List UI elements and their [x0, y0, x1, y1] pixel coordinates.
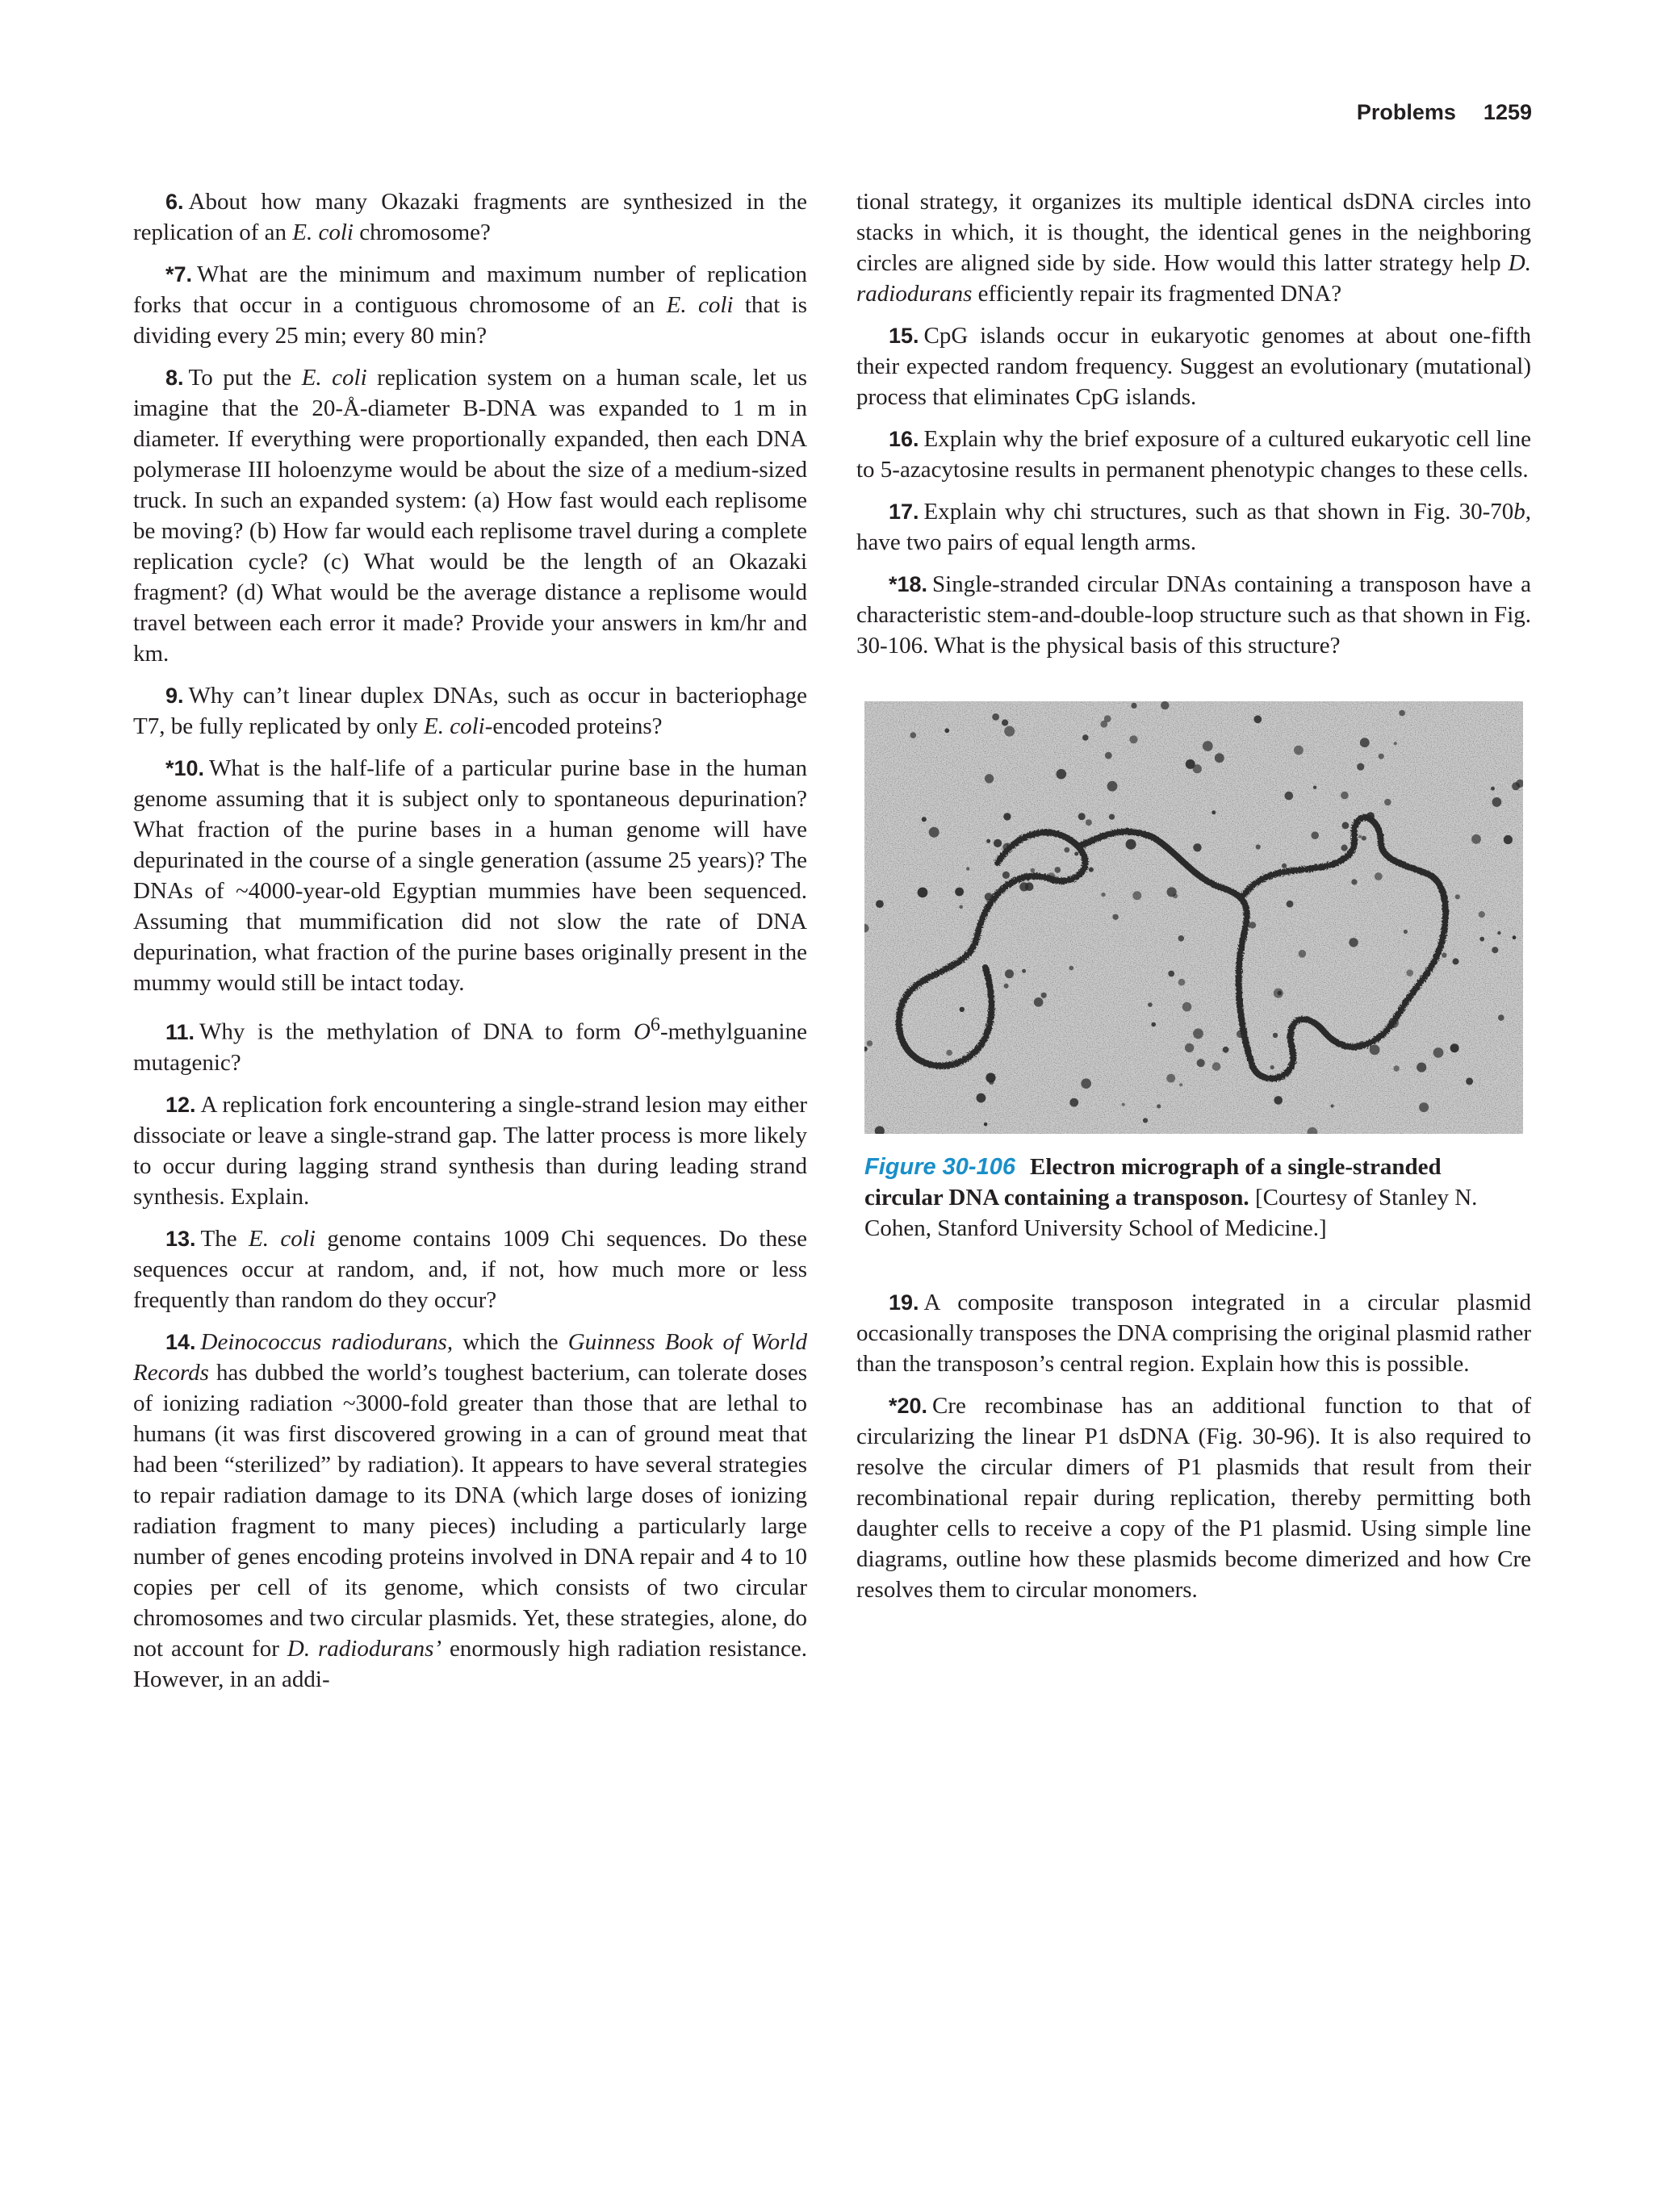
- problem-text: A replication fork encountering a single-strand lesion may either dissociate or leave a single-strand gap. The latter process is more likely to occur during lagging strand synthesis than during leading strand synthesis. Explain.: [133, 1091, 807, 1210]
- problem-text: E. coli: [249, 1225, 316, 1252]
- problem-number: 16.: [889, 427, 919, 451]
- problem-text: D. radiodurans: [856, 250, 1531, 307]
- particle: [1282, 863, 1287, 868]
- particle: [867, 1040, 873, 1046]
- problem-item: [133, 259, 807, 351]
- problem-item: [856, 424, 1531, 485]
- problem-text: What is the half-life of a particular purine base in the human genome assuming that it is subject only to spontaneous depurination? What fraction of the purine bases in a human genome will have depurinated in the course of a single generation (assume 25 years)? The DNAs of ~4000-year-old Egyptian mummies have been sequenced. Assuming that mummification did not slow the rate of DNA depurination, what fraction of the purine bases originally present in the mummy would still be intact today.: [133, 755, 807, 996]
- particle: [1055, 867, 1061, 873]
- particle: [1151, 1022, 1156, 1027]
- particle: [1504, 835, 1513, 844]
- problem-item: [133, 753, 807, 998]
- particle: [1034, 997, 1044, 1007]
- particle: [1148, 1002, 1153, 1007]
- electron-micrograph: [864, 701, 1523, 1134]
- problem-list: [856, 1287, 1531, 1605]
- problem-text: Explain why chi structures, such as that shown in Fig. 30-70: [923, 499, 1514, 525]
- particle: [1109, 814, 1115, 820]
- particle: [1104, 715, 1111, 722]
- problem-text: The: [200, 1225, 249, 1252]
- particle: [1193, 1028, 1203, 1039]
- particle: [1249, 922, 1256, 928]
- particle: [918, 888, 928, 898]
- particle: [1341, 792, 1349, 800]
- problem-number: 9.: [165, 684, 184, 708]
- problem-number: *18.: [889, 572, 928, 596]
- particle: [1019, 882, 1028, 891]
- problem-text: E. coli: [666, 292, 734, 318]
- problem-text: b,: [1513, 499, 1531, 525]
- particle: [1273, 1033, 1278, 1038]
- problem-text: replication system on a human scale, let us imagine that the 20-Å-diameter B-DNA was expanded to 1 m in diameter. If everything were proportionally expanded, then each DNA polymerase III holoenzyme would be about the size of a medium-sized truck. In such an expanded system: (a) How fast would each replisome be moving? (b) How far would each replisome travel during a complete replication cycle? (c) What would be the length of an Okazaki fragment? (d) What would be the average distance a replisome would travel between each error it made? Provide your answers in km/hr and km.: [133, 365, 807, 667]
- particle: [1479, 937, 1484, 942]
- particle: [1004, 726, 1015, 737]
- particle: [1031, 868, 1036, 873]
- particle: [1492, 947, 1498, 953]
- particle: [1004, 984, 1009, 989]
- particle: [922, 817, 927, 822]
- particle: [1131, 703, 1136, 709]
- particle: [1069, 966, 1073, 971]
- figure-caption: [864, 1152, 1523, 1244]
- particle: [1512, 782, 1520, 790]
- problem-item: [133, 362, 807, 669]
- particle: [1294, 746, 1304, 755]
- particle: [1074, 852, 1078, 856]
- particle: [1069, 1098, 1078, 1107]
- particle: [1357, 763, 1364, 771]
- particle: [994, 839, 1002, 847]
- particle: [1253, 715, 1262, 723]
- particle: [1498, 1014, 1504, 1021]
- problem-text: that is dividing every 25 min; every 80 min?: [133, 292, 807, 349]
- problem-text: tional strategy, it organizes its multiple identical dsDNA circles into stacks in which, it is thought, the identical genes in the neighboring circles are aligned side by side. How would this latter strategy help: [856, 189, 1531, 276]
- particle: [1285, 792, 1294, 801]
- running-head: [1357, 100, 1532, 125]
- particle: [1492, 797, 1502, 807]
- particle: [1442, 952, 1446, 957]
- problem-item: [133, 186, 807, 248]
- figure-30-106: [864, 701, 1523, 1244]
- particle: [1022, 969, 1026, 973]
- problem-number: 12.: [165, 1092, 196, 1117]
- particle: [1212, 810, 1216, 814]
- problem-item: [856, 186, 1531, 309]
- particle: [1107, 781, 1118, 792]
- problem-text: To put the: [188, 365, 302, 391]
- particle: [1178, 979, 1186, 986]
- problem-number: *10.: [165, 756, 205, 780]
- particle: [966, 867, 969, 870]
- problem-item: [856, 569, 1531, 661]
- particle: [1002, 872, 1010, 879]
- particle: [1497, 931, 1500, 935]
- particle: [946, 1050, 952, 1056]
- particle: [1362, 836, 1366, 841]
- particle: [1370, 1045, 1380, 1056]
- particle: [1341, 845, 1348, 851]
- page-number: 1259: [1483, 100, 1532, 124]
- particle: [1404, 930, 1408, 934]
- particle: [1178, 935, 1185, 942]
- problem-number: 13.: [165, 1226, 196, 1251]
- particle: [1167, 887, 1177, 897]
- particle: [1126, 839, 1136, 850]
- left-column: [133, 186, 807, 1695]
- problem-list: [133, 186, 807, 1695]
- problem-text: genome contains 1009 Chi sequences. Do these sequences occur at random, and, if not, how much more or less frequently than random do they occur?: [133, 1225, 807, 1313]
- particle: [1203, 741, 1213, 751]
- particle: [1215, 753, 1224, 763]
- particle: [1419, 1102, 1429, 1112]
- particle: [955, 888, 964, 897]
- problem-item: [133, 1010, 807, 1078]
- particle: [1450, 1043, 1459, 1052]
- problem-text: Cre recombinase has an additional function to that of circularizing the linear P1 dsDNA (Fig. 30-96). It is also required to resolve the circular dimers of P1 plasmids that result from their recombinational repair during replication, thereby permitting both daughter cells to receive a copy of the P1 plasmid. Using simple line diagrams, outline how these plasmids become dimerized and how Cre resolves them to circular monomers.: [856, 1393, 1531, 1603]
- problem-number: 11.: [165, 1019, 195, 1044]
- particle: [984, 1123, 988, 1127]
- problem-text: E. coli: [423, 713, 485, 739]
- problem-text: has dubbed the world’s toughest bacterium, can tolerate doses of ionizing radiation ~3000-fold greater than those that are lethal to humans (it was first discovered growing in a can of ground meat that had been “sterilized” by radiation). It appears to have several strategies to repair radiation damage to its DNA (which large doses of ionizing radiation fragment to many pieces) including a particularly large number of genes encoding proteins involved in DNA repair and 4 to 10 copies per cell of its genome, which consists of two circular chromosomes and two circular plasmids. Yet, these strategies, alone, do not account for: [133, 1359, 807, 1662]
- particle: [992, 713, 999, 721]
- particle: [1287, 901, 1294, 908]
- problem-number: 6.: [165, 190, 184, 214]
- particle: [1002, 719, 1008, 725]
- particle: [1471, 834, 1481, 844]
- particle: [977, 1093, 986, 1103]
- particle: [1185, 1043, 1194, 1052]
- problem-item: [133, 1327, 807, 1695]
- particle: [1299, 950, 1307, 958]
- particle: [1143, 1118, 1148, 1123]
- particle: [1349, 938, 1358, 947]
- problem-item: [856, 320, 1531, 412]
- particle: [1082, 734, 1089, 741]
- problem-text: have two pairs of equal length arms.: [856, 529, 1197, 555]
- particle: [959, 905, 963, 909]
- particle: [1384, 799, 1391, 806]
- particle: [1274, 1096, 1283, 1105]
- particle: [1081, 1078, 1091, 1089]
- particle: [989, 1080, 994, 1085]
- problem-text: CpG islands occur in eukaryotic genomes at about one-fifth their expected random frequency. Suggest an evolutionary (mutational) process that eliminates CpG islands.: [856, 323, 1531, 410]
- problem-number: 14.: [165, 1329, 196, 1354]
- particle: [1157, 1104, 1161, 1108]
- problem-text: chromosome?: [353, 220, 491, 245]
- particle: [1331, 1104, 1334, 1107]
- problem-text: E. coli: [301, 365, 367, 391]
- problem-text: Why is the methylation of DNA to form: [199, 1018, 634, 1045]
- particle: [986, 839, 990, 843]
- problem-text: E. coli: [292, 220, 354, 245]
- particle: [1433, 1047, 1444, 1058]
- problem-number: *20.: [889, 1394, 928, 1418]
- particle: [1491, 787, 1495, 791]
- problem-number: *7.: [165, 262, 193, 286]
- particle: [1112, 914, 1118, 920]
- problem-number: 15.: [889, 324, 919, 348]
- particle: [1197, 1059, 1205, 1067]
- figure-label: Figure 30-106: [864, 1154, 1015, 1180]
- particle: [1212, 1062, 1221, 1071]
- section-title: Problems: [1356, 100, 1456, 124]
- problem-text: Explain why the brief exposure of a cultured eukaryotic cell line to 5-azacytosine results in permanent phenotypic changes to these cells.: [856, 426, 1531, 483]
- figure-credit: [Courtesy of Stanley N. Cohen, Stanford University School of Medicine.]: [864, 1185, 1478, 1241]
- problem-text: 6: [650, 1014, 660, 1035]
- particle: [944, 728, 949, 733]
- particle: [1311, 831, 1319, 839]
- particle: [1513, 935, 1517, 939]
- problem-text: efficiently repair its fragmented DNA?: [972, 281, 1342, 307]
- particle: [1122, 1103, 1125, 1106]
- particle: [1105, 752, 1112, 759]
- particle: [1278, 991, 1282, 995]
- particle: [910, 732, 917, 738]
- particle: [1479, 911, 1485, 918]
- particle: [1064, 847, 1069, 853]
- particle: [1393, 1065, 1399, 1071]
- problem-item: [133, 680, 807, 742]
- problem-text: O: [633, 1018, 651, 1045]
- problem-number: 19.: [889, 1290, 919, 1315]
- particle: [1186, 759, 1195, 769]
- particle: [1417, 1063, 1426, 1073]
- particle: [1193, 843, 1201, 851]
- problem-text: -encoded proteins?: [484, 713, 663, 739]
- problem-list: [856, 186, 1531, 661]
- problem-text: Deinococcus radiodurans,: [200, 1328, 454, 1355]
- particle: [1453, 958, 1459, 964]
- particle: [1041, 993, 1047, 998]
- particle: [1375, 872, 1383, 880]
- particle: [1342, 822, 1350, 830]
- problem-text: Why can’t linear duplex DNAs, such as occur in bacteriophage T7, be fully replicated by only: [133, 683, 807, 739]
- problem-text: which the: [453, 1328, 568, 1355]
- particle: [1351, 879, 1357, 884]
- particle: [1270, 1065, 1274, 1069]
- particle: [1256, 844, 1261, 849]
- problem-text: A composite transposon integrated in a circular plasmid occasionally transposes the DNA comprising the original plasmid rather than the transposon’s central region. Explain how this is possible.: [856, 1290, 1531, 1377]
- particle: [1223, 1047, 1229, 1053]
- particle: [876, 900, 884, 908]
- particle: [1406, 969, 1413, 976]
- particle: [1168, 971, 1174, 977]
- particle: [929, 827, 939, 838]
- particle: [1182, 1002, 1192, 1012]
- particle: [1360, 738, 1370, 747]
- particle: [1003, 813, 1011, 820]
- problem-item: [133, 1089, 807, 1212]
- particle: [1132, 891, 1141, 900]
- particle: [1101, 893, 1105, 897]
- particle: [1313, 786, 1316, 789]
- problem-text: Guinness Book of World Records: [133, 1328, 807, 1386]
- particle: [960, 1007, 965, 1012]
- particle: [1089, 868, 1094, 872]
- particle: [1455, 894, 1460, 899]
- particle: [1379, 754, 1384, 759]
- particle: [1399, 710, 1405, 717]
- right-column: [856, 186, 1531, 1605]
- particle: [1166, 1074, 1175, 1083]
- problem-number: 8.: [165, 366, 184, 390]
- problem-text: -methylguanine mutagenic?: [133, 1018, 807, 1076]
- particle: [1005, 969, 1014, 978]
- particle: [1179, 1083, 1182, 1086]
- problem-item: [856, 1390, 1531, 1605]
- particle: [1358, 835, 1362, 838]
- problem-item: [133, 1223, 807, 1315]
- problem-text: What are the minimum and maximum number of replication forks that occur in a contiguous chromosome of an: [133, 261, 807, 318]
- problem-text: D. radiodurans’: [287, 1635, 442, 1662]
- particle: [985, 774, 994, 783]
- particle: [1466, 1077, 1473, 1085]
- particle: [1394, 742, 1397, 745]
- problem-text: Single-stranded circular DNAs containing a transposon have a characteristic stem-and-double-loop structure such as that shown in Fig. 30-106. What is the physical basis of this structure?: [856, 571, 1531, 659]
- particle: [1129, 735, 1137, 743]
- problem-item: [856, 1287, 1531, 1379]
- problem-text: enormously high radiation resistance. However, in an addi-: [133, 1635, 808, 1692]
- particle: [1086, 819, 1092, 826]
- figure-title: Electron micrograph of a single-stranded circular DNA containing a transposon.: [864, 1154, 1442, 1211]
- particle: [1078, 813, 1086, 820]
- problem-number: 17.: [889, 500, 919, 524]
- particle: [1057, 769, 1067, 780]
- problem-text: About how many Okazaki fragments are synthesized in the replication of an: [133, 189, 807, 245]
- particle: [1161, 701, 1169, 709]
- problem-item: [856, 496, 1531, 558]
